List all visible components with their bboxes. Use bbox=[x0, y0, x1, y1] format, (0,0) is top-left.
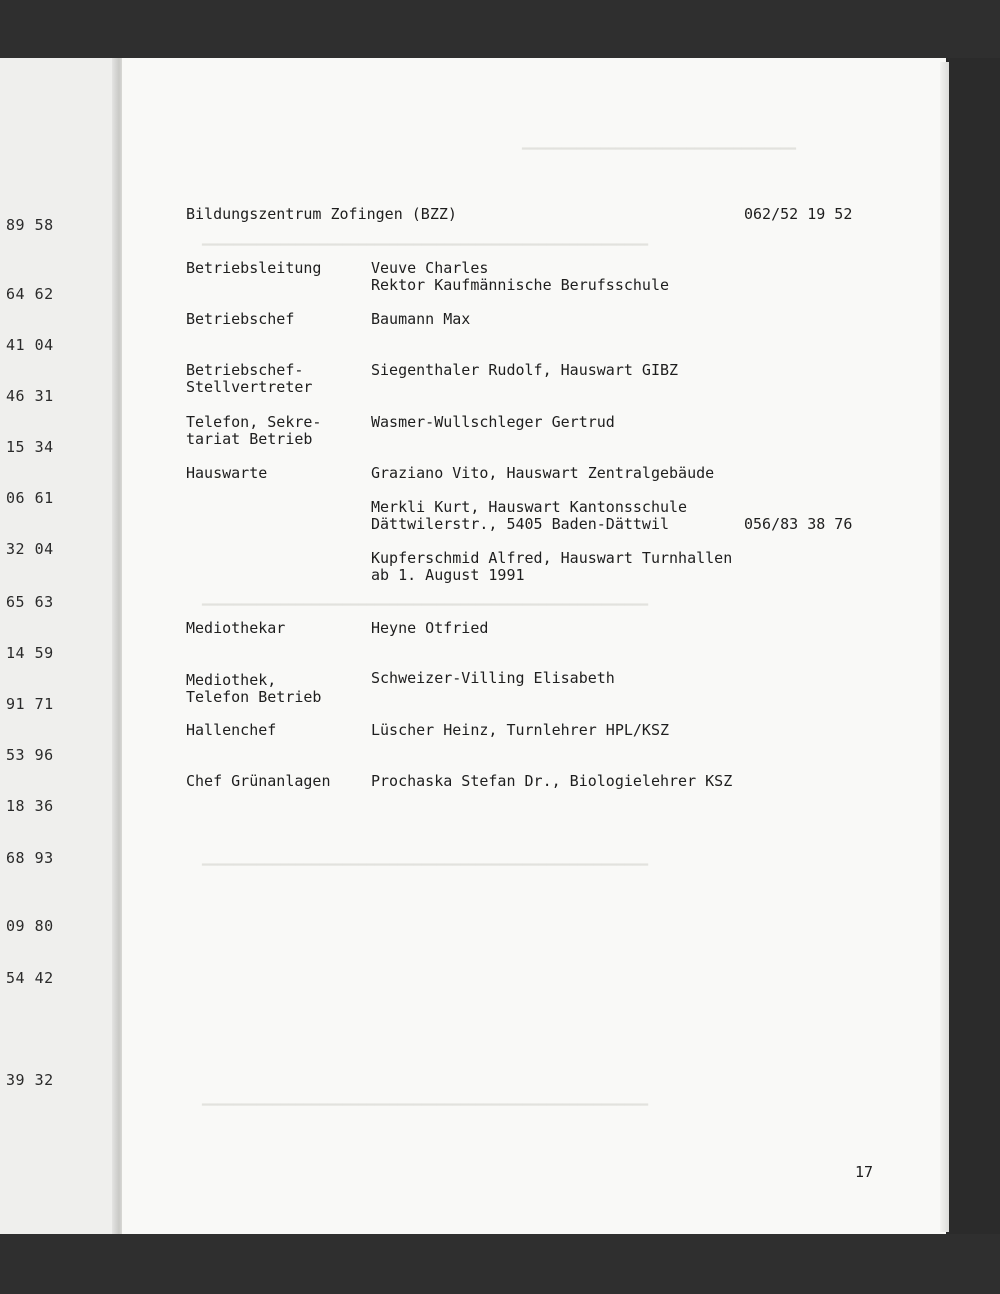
person-name: Prochaska Stefan Dr., Biologielehrer KSZ bbox=[371, 772, 733, 790]
left-page-number: 53 96 bbox=[6, 746, 54, 764]
person-name: Veuve Charles bbox=[371, 259, 489, 277]
left-page-number: 68 93 bbox=[6, 849, 54, 867]
person-detail: Rektor Kaufmännische Berufsschule bbox=[371, 276, 670, 294]
role-label: Telefon, Sekre- bbox=[186, 413, 322, 431]
show-through-texture: ━━━━━━━━━━━━━━━━━━━━━━━━━━━━━━━━━━━━━━━━━━━━━━━━━━━━━━━━━ bbox=[202, 238, 649, 253]
left-page-number: 89 58 bbox=[6, 216, 54, 234]
left-page-number: 32 04 bbox=[6, 540, 54, 558]
document-page bbox=[122, 58, 946, 1234]
person-name: Heyne Otfried bbox=[371, 619, 489, 637]
left-page-number: 15 34 bbox=[6, 438, 54, 456]
role-label: Mediothek, bbox=[186, 671, 277, 689]
role-label: Betriebsleitung bbox=[186, 259, 322, 277]
left-page-number: 64 62 bbox=[6, 285, 54, 303]
show-through-texture: ━━━━━━━━━━━━━━━━━━━━━━━━━━━━━━━━━━━━━━━━━━━━━━━━━━━━━━━━━ bbox=[202, 598, 649, 613]
left-page-number: 54 42 bbox=[6, 969, 54, 987]
left-page-number: 46 31 bbox=[6, 387, 54, 405]
left-page-number: 09 80 bbox=[6, 917, 54, 935]
left-page-number: 65 63 bbox=[6, 593, 54, 611]
role-label-line2: Telefon Betrieb bbox=[186, 688, 322, 706]
role-label-line2: tariat Betrieb bbox=[186, 430, 313, 448]
left-page-number: 39 32 bbox=[6, 1071, 54, 1089]
left-page-number: 41 04 bbox=[6, 336, 54, 354]
role-label: Chef Grünanlagen bbox=[186, 772, 331, 790]
page-right-edge bbox=[940, 62, 949, 1232]
show-through-texture: ━━━━━━━━━━━━━━━━━━━━━━━━━━━━━━━━━━━━━━━━━━━━━━━━━━━━━━━━━ bbox=[202, 1098, 649, 1113]
role-label: Betriebschef- bbox=[186, 361, 304, 379]
show-through-texture: ━━━━━━━━━━━━━━━━━━━━━━━━━━━━━━━━━━━━━━━━━━━━━━━━━━━━━━━━━ bbox=[202, 858, 649, 873]
role-label: Hallenchef bbox=[186, 721, 277, 739]
role-label-line2: Stellvertreter bbox=[186, 378, 313, 396]
person-name: Siegenthaler Rudolf, Hauswart GIBZ bbox=[371, 361, 679, 379]
person-name: Baumann Max bbox=[371, 310, 471, 328]
person-detail: ab 1. August 1991 bbox=[371, 566, 525, 584]
role-label: Hauswarte bbox=[186, 464, 268, 482]
person-name: Graziano Vito, Hauswart Zentralgebäude bbox=[371, 464, 715, 482]
institution-title: Bildungszentrum Zofingen (BZZ) bbox=[186, 205, 457, 223]
person-name: Kupferschmid Alfred, Hauswart Turnhallen bbox=[371, 549, 733, 567]
left-page-number: 06 61 bbox=[6, 489, 54, 507]
person-address: Dättwilerstr., 5405 Baden-Dättwil bbox=[371, 515, 670, 533]
person-phone: 056/83 38 76 bbox=[744, 515, 853, 533]
left-page-edge bbox=[0, 58, 118, 1234]
page-number: 17 bbox=[855, 1163, 874, 1181]
scan-background-top bbox=[0, 0, 1000, 58]
left-page-number: 14 59 bbox=[6, 644, 54, 662]
institution-phone: 062/52 19 52 bbox=[744, 205, 853, 223]
left-page-number: 18 36 bbox=[6, 797, 54, 815]
role-label: Mediothekar bbox=[186, 619, 286, 637]
person-name: Merkli Kurt, Hauswart Kantonsschule bbox=[371, 498, 688, 516]
left-page-number: 91 71 bbox=[6, 695, 54, 713]
person-name: Lüscher Heinz, Turnlehrer HPL/KSZ bbox=[371, 721, 670, 739]
person-name: Wasmer-Wullschleger Gertrud bbox=[371, 413, 615, 431]
show-through-texture: ━━━━━━━━━━━━━━━━━━━━━━━━━━━━━━━━━━━ bbox=[522, 142, 796, 157]
scan-background-bottom bbox=[0, 1234, 1000, 1294]
role-label: Betriebschef bbox=[186, 310, 295, 328]
person-name: Schweizer-Villing Elisabeth bbox=[371, 669, 615, 687]
